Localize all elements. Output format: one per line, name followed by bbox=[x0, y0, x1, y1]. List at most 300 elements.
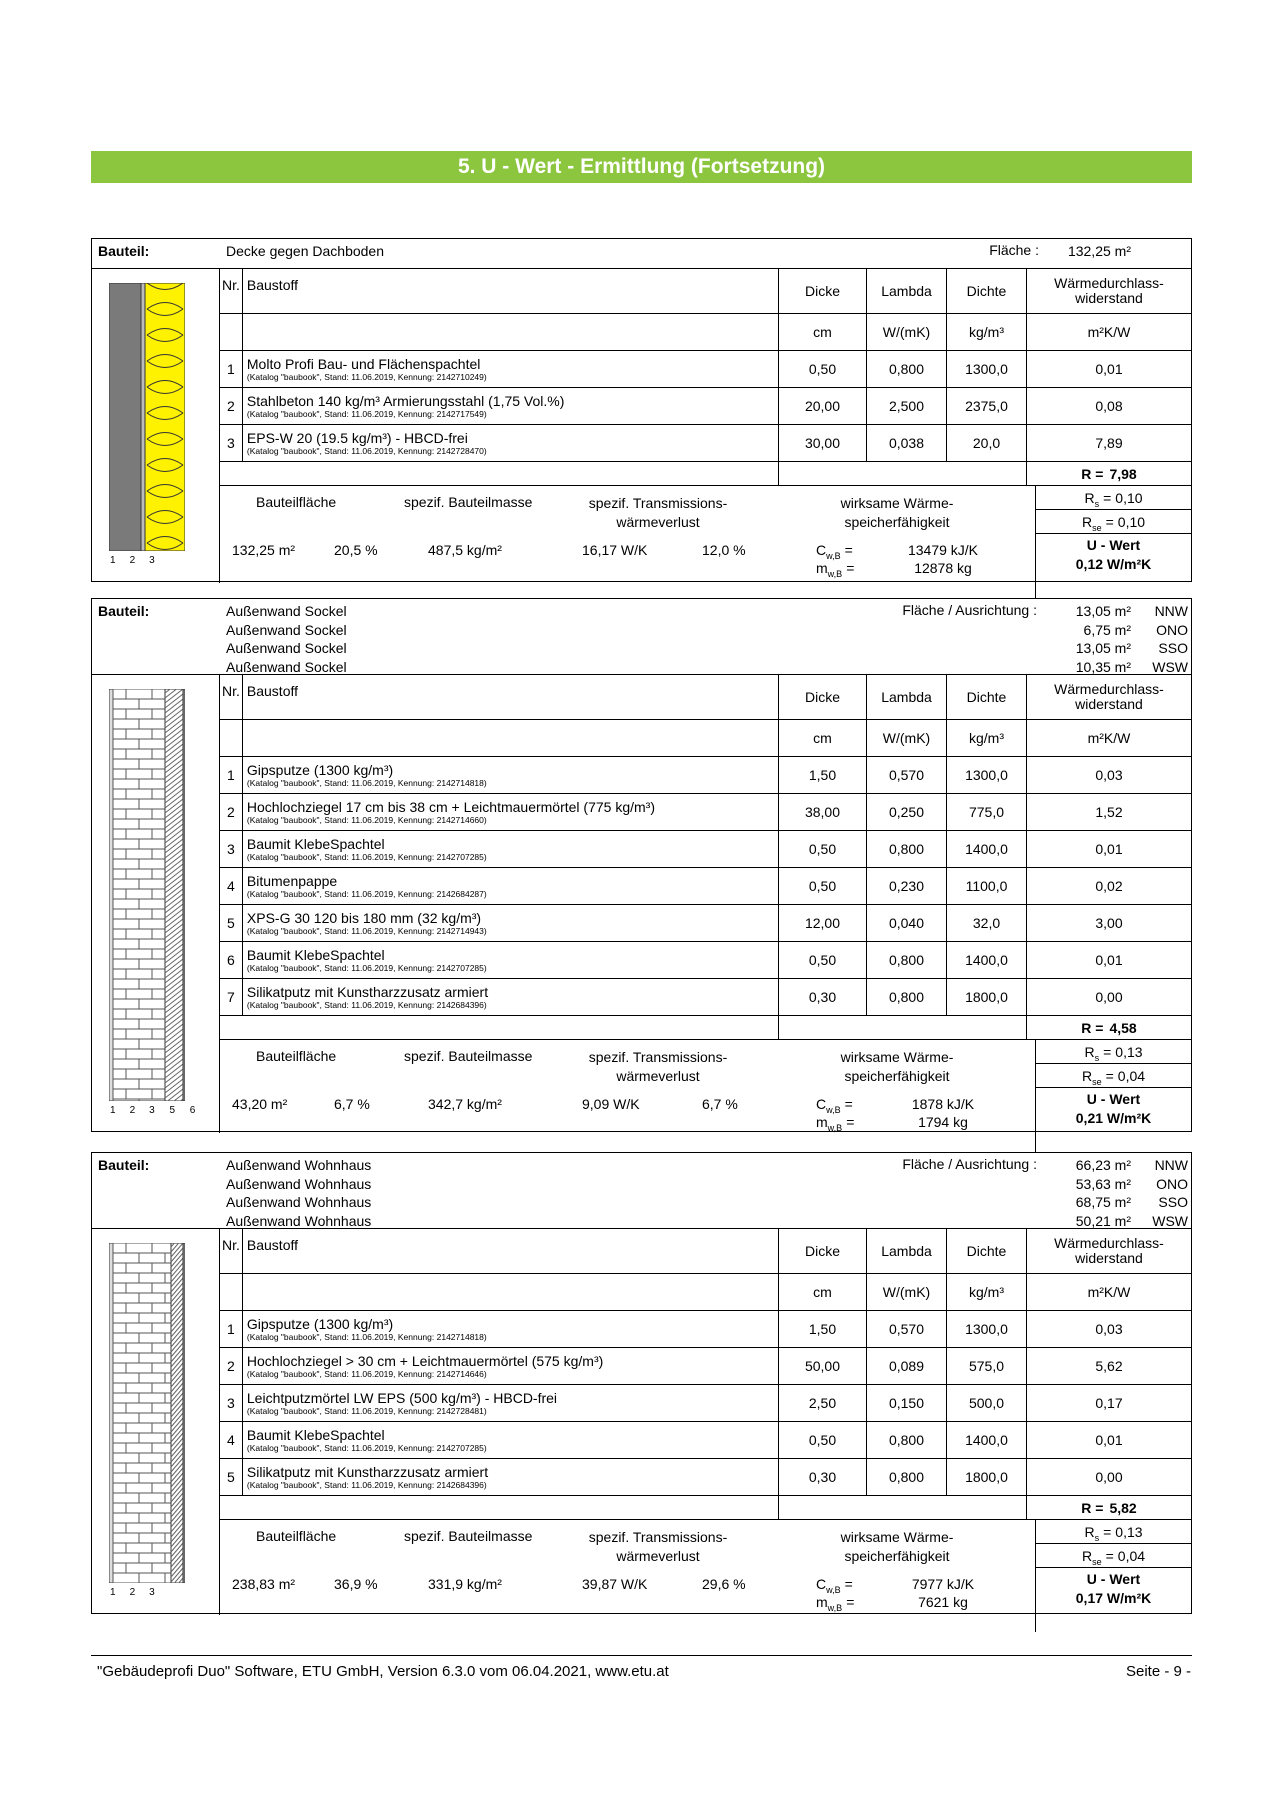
header-wdw: Wärmedurchlass- widerstand bbox=[1027, 675, 1192, 720]
header-dichte: Dichte bbox=[947, 269, 1027, 314]
layer-lambda: 0,800 bbox=[867, 942, 947, 979]
layer-nr: 5 bbox=[220, 905, 242, 942]
wall-drawing-column bbox=[92, 1229, 220, 1615]
rs-letter: R bbox=[1084, 1524, 1095, 1540]
cw-eq: = bbox=[844, 1096, 853, 1112]
area-values bbox=[1076, 1156, 1131, 1230]
r-total bbox=[1027, 462, 1192, 486]
layer-lambda: 0,040 bbox=[867, 905, 947, 942]
material-catalog: (Katalog "baubook", Stand: 11.06.2019, Kennung: 2142714818) bbox=[246, 1332, 487, 1342]
layer-thickness: 1,50 bbox=[779, 757, 867, 794]
unit-density: kg/m³ bbox=[947, 720, 1027, 757]
layer-resistance: 0,00 bbox=[1027, 979, 1192, 1016]
material-catalog: (Katalog "baubook", Stand: 11.06.2019, Kennung: 2142684396) bbox=[246, 1000, 487, 1010]
rs-eq: = bbox=[1103, 490, 1112, 506]
r-total-label: R = bbox=[1081, 465, 1104, 482]
component-block bbox=[91, 598, 1192, 1132]
u-value: 0,12 W/m²K bbox=[1075, 556, 1152, 572]
material-catalog: (Katalog "baubook", Stand: 11.06.2019, Kennung: 2142714818) bbox=[246, 778, 487, 788]
r-total-empty bbox=[779, 1016, 1027, 1040]
layer-resistance: 0,17 bbox=[1027, 1385, 1192, 1422]
material-catalog: (Katalog "baubook", Stand: 11.06.2019, Kennung: 2142710249) bbox=[246, 372, 487, 382]
layer-nr: 1 bbox=[220, 351, 242, 388]
table-header-row bbox=[220, 675, 1191, 720]
header-lambda: Lambda bbox=[867, 1229, 947, 1274]
header-baustoff: Baustoff bbox=[242, 269, 778, 314]
layer-thickness: 0,50 bbox=[779, 942, 867, 979]
trans-value: 16,17 W/K bbox=[582, 542, 648, 558]
mw-eq: = bbox=[846, 1114, 855, 1130]
r-total-value: 5,82 bbox=[1109, 1499, 1137, 1516]
layer-density: 20,0 bbox=[947, 425, 1027, 462]
component-block bbox=[91, 238, 1192, 582]
layer-resistance: 0,01 bbox=[1027, 1422, 1192, 1459]
layer-density: 775,0 bbox=[947, 794, 1027, 831]
cw-label bbox=[816, 1096, 853, 1115]
rse-eq: = bbox=[1105, 1068, 1114, 1084]
layer-thickness: 20,00 bbox=[779, 388, 867, 425]
layer-thickness: 0,50 bbox=[779, 1422, 867, 1459]
cw-value: 13479 kJ/K bbox=[907, 542, 979, 558]
layer-table bbox=[220, 1229, 1191, 1520]
layer-material bbox=[242, 351, 778, 388]
rs-eq: = bbox=[1103, 1524, 1112, 1540]
wall-section-drawing bbox=[109, 689, 185, 1101]
trans-label: spezif. Transmissions- wärmeverlust bbox=[588, 1049, 728, 1084]
table-row bbox=[220, 1348, 1191, 1385]
mw-value: 7621 kg bbox=[918, 1594, 968, 1610]
r-total bbox=[1027, 1496, 1192, 1520]
header-wdw: Wärmedurchlass- widerstand bbox=[1027, 269, 1192, 314]
wall-drawing bbox=[109, 1243, 185, 1588]
unit-resistance: m²K/W bbox=[1027, 1274, 1192, 1311]
layer-lambda: 0,800 bbox=[867, 979, 947, 1016]
layer-nr: 5 bbox=[220, 1459, 242, 1496]
layer-number: 1 bbox=[110, 1105, 116, 1116]
table-row bbox=[220, 942, 1191, 979]
material-name: EPS-W 20 (19.5 kg/m³) - HBCD-frei bbox=[246, 430, 468, 446]
cw-sub: w,B bbox=[826, 1104, 841, 1115]
u-value-box bbox=[1036, 1088, 1191, 1128]
layer-nr: 4 bbox=[220, 868, 242, 905]
material-name: XPS-G 30 120 bis 180 mm (32 kg/m³) bbox=[246, 910, 482, 926]
table-row bbox=[220, 979, 1191, 1016]
layer-thickness: 0,50 bbox=[779, 831, 867, 868]
unit-density: kg/m³ bbox=[947, 314, 1027, 351]
cw-sub: w,B bbox=[826, 1584, 841, 1595]
layer-nr: 3 bbox=[220, 1385, 242, 1422]
area-value: 6,75 m² bbox=[1083, 621, 1131, 638]
header-dichte: Dichte bbox=[947, 1229, 1027, 1274]
area-values bbox=[1068, 242, 1131, 261]
layer-nr: 3 bbox=[220, 831, 242, 868]
orientation-value: NNW bbox=[1154, 603, 1188, 619]
summary-section bbox=[220, 1040, 1191, 1152]
table-row bbox=[220, 905, 1191, 942]
material-name: Stahlbeton 140 kg/m³ Armierungsstahl (1,75 Vol.%) bbox=[246, 393, 565, 409]
layer-resistance: 0,03 bbox=[1027, 757, 1192, 794]
layer-number: 3 5 6 bbox=[149, 1105, 196, 1116]
unit-resistance: m²K/W bbox=[1027, 314, 1192, 351]
layer-resistance: 0,01 bbox=[1027, 831, 1192, 868]
header-wdw: Wärmedurchlass- widerstand bbox=[1027, 1229, 1192, 1274]
area-percent: 6,7 % bbox=[334, 1096, 370, 1112]
rse-value: 0,04 bbox=[1117, 1068, 1146, 1084]
r-total-value: 7,98 bbox=[1109, 465, 1137, 482]
header-dichte: Dichte bbox=[947, 675, 1027, 720]
masse-value: 331,9 kg/m² bbox=[428, 1576, 502, 1592]
layer-thickness: 0,50 bbox=[779, 351, 867, 388]
area-label: Fläche : bbox=[989, 242, 1039, 258]
cw-value: 7977 kJ/K bbox=[911, 1576, 975, 1592]
speicher-label: wirksame Wärme- speicherfähigkeit bbox=[840, 1529, 954, 1564]
material-catalog: (Katalog "baubook", Stand: 11.06.2019, Kennung: 2142714943) bbox=[246, 926, 487, 936]
material-name: Molto Profi Bau- und Flächenspachtel bbox=[246, 356, 481, 372]
trans-label: spezif. Transmissions- wärmeverlust bbox=[588, 1529, 728, 1564]
component-name: Decke gegen Dachboden bbox=[226, 243, 385, 259]
layer-lambda: 0,570 bbox=[867, 757, 947, 794]
layer-resistance: 0,03 bbox=[1027, 1311, 1192, 1348]
unit-lambda: W/(mK) bbox=[867, 1274, 947, 1311]
masse-label: spezif. Bauteilmasse bbox=[404, 494, 533, 510]
bauteilflaeche-value: 132,25 m² bbox=[232, 542, 296, 558]
footer-page-number: Seite - 9 - bbox=[1125, 1663, 1191, 1680]
rse-eq: = bbox=[1105, 1548, 1114, 1564]
u-value-label: U - Wert bbox=[1086, 1091, 1141, 1107]
material-catalog: (Katalog "baubook", Stand: 11.06.2019, Kennung: 2142728481) bbox=[246, 1406, 487, 1416]
layer-material bbox=[242, 1422, 778, 1459]
rs-value: 0,10 bbox=[1115, 490, 1143, 506]
layer-nr: 3 bbox=[220, 425, 242, 462]
r-total-empty bbox=[220, 1016, 779, 1040]
u-value-box bbox=[1036, 534, 1191, 574]
layer-resistance: 1,52 bbox=[1027, 794, 1192, 831]
r-total-row bbox=[220, 462, 1191, 486]
component-name: Außenwand Wohnhaus bbox=[226, 1194, 372, 1210]
area-value: 66,23 m² bbox=[1075, 1157, 1131, 1173]
rse-row bbox=[1036, 1544, 1191, 1568]
layer-resistance: 0,00 bbox=[1027, 1459, 1192, 1496]
layer-material bbox=[242, 1311, 778, 1348]
material-name: Leichtputzmörtel LW EPS (500 kg/m³) - HBCD-frei bbox=[246, 1390, 558, 1406]
layer-material bbox=[242, 831, 778, 868]
material-catalog: (Katalog "baubook", Stand: 11.06.2019, Kennung: 2142714660) bbox=[246, 815, 487, 825]
area-percent: 36,9 % bbox=[334, 1576, 378, 1592]
component-name: Außenwand Wohnhaus bbox=[226, 1157, 372, 1173]
orientation-values bbox=[1152, 1156, 1188, 1230]
masse-value: 342,7 kg/m² bbox=[428, 1096, 502, 1112]
u-value-label: U - Wert bbox=[1086, 537, 1141, 553]
r-total-row bbox=[220, 1496, 1191, 1520]
component-name: Außenwand Sockel bbox=[226, 621, 347, 638]
resistance-summary bbox=[1035, 1040, 1191, 1152]
resistance-summary bbox=[1035, 1520, 1191, 1632]
rse-letter: R bbox=[1081, 1548, 1093, 1564]
r-total-label: R = bbox=[1081, 1019, 1104, 1036]
cw-label bbox=[816, 542, 853, 561]
area-percent: 20,5 % bbox=[334, 542, 378, 558]
r-total-empty bbox=[779, 462, 1027, 486]
header-nr: Nr. bbox=[220, 1229, 242, 1274]
layer-number: 1 bbox=[110, 555, 116, 566]
mw-label bbox=[816, 560, 854, 579]
units-empty bbox=[242, 314, 778, 351]
header-dicke: Dicke bbox=[779, 269, 867, 314]
table-row bbox=[220, 425, 1191, 462]
rse-sub: se bbox=[1092, 1556, 1102, 1567]
material-catalog: (Katalog "baubook", Stand: 11.06.2019, Kennung: 2142684396) bbox=[246, 1480, 487, 1490]
orientation-value: WSW bbox=[1152, 658, 1188, 675]
layer-thickness: 50,00 bbox=[779, 1348, 867, 1385]
unit-cm: cm bbox=[779, 720, 867, 757]
layer-number: 1 bbox=[110, 1587, 116, 1598]
layer-lambda: 0,230 bbox=[867, 868, 947, 905]
layer-number: 2 bbox=[129, 555, 136, 566]
layer-density: 1100,0 bbox=[947, 868, 1027, 905]
material-name: Hochlochziegel 17 cm bis 38 cm + Leichtmauermörtel (775 kg/m³) bbox=[246, 799, 656, 815]
units-empty bbox=[220, 1274, 242, 1311]
rse-letter: R bbox=[1081, 514, 1093, 530]
layer-thickness: 12,00 bbox=[779, 905, 867, 942]
trans-value: 39,87 W/K bbox=[582, 1576, 648, 1592]
bauteilflaeche-value: 238,83 m² bbox=[232, 1576, 296, 1592]
component-name: Außenwand Sockel bbox=[226, 658, 347, 675]
orientation-values bbox=[1152, 602, 1188, 676]
rs-sub: s bbox=[1094, 1532, 1100, 1543]
layer-density: 1400,0 bbox=[947, 831, 1027, 868]
footer-software: "Gebäudeprofi Duo" Software, ETU GmbH, Version 6.3.0 vom 06.04.2021, www.etu.at bbox=[97, 1663, 669, 1680]
table-row bbox=[220, 1459, 1191, 1496]
layer-table-area bbox=[220, 269, 1191, 598]
layer-resistance: 3,00 bbox=[1027, 905, 1192, 942]
header-lambda: Lambda bbox=[867, 675, 947, 720]
unit-resistance: m²K/W bbox=[1027, 720, 1192, 757]
table-row bbox=[220, 1311, 1191, 1348]
area-value: 68,75 m² bbox=[1075, 1194, 1131, 1210]
layer-thickness: 2,50 bbox=[779, 1385, 867, 1422]
layer-thickness: 0,50 bbox=[779, 868, 867, 905]
layer-lambda: 0,800 bbox=[867, 1459, 947, 1496]
mw-letter: m bbox=[816, 560, 828, 576]
mw-eq: = bbox=[846, 560, 855, 576]
rs-row bbox=[1036, 486, 1191, 510]
material-name: Gipsputze (1300 kg/m³) bbox=[246, 762, 394, 778]
area-value: 13,05 m² bbox=[1075, 603, 1131, 619]
material-name: Baumit KlebeSpachtel bbox=[246, 1427, 385, 1443]
table-row bbox=[220, 1385, 1191, 1422]
unit-lambda: W/(mK) bbox=[867, 720, 947, 757]
material-catalog: (Katalog "baubook", Stand: 11.06.2019, Kennung: 2142728470) bbox=[246, 446, 487, 456]
layer-density: 1400,0 bbox=[947, 1422, 1027, 1459]
table-header-row bbox=[220, 1229, 1191, 1274]
layer-resistance: 0,08 bbox=[1027, 388, 1192, 425]
mw-label bbox=[816, 1594, 854, 1613]
orientation-value: SSO bbox=[1158, 1194, 1188, 1210]
trans-label: spezif. Transmissions- wärmeverlust bbox=[588, 495, 728, 530]
layer-number: 2 bbox=[129, 1105, 136, 1116]
layer-lambda: 0,800 bbox=[867, 1422, 947, 1459]
component-name: Außenwand Sockel bbox=[226, 603, 347, 619]
mw-letter: m bbox=[816, 1594, 828, 1610]
header-lambda: Lambda bbox=[867, 269, 947, 314]
layer-density: 1300,0 bbox=[947, 757, 1027, 794]
layer-density: 1800,0 bbox=[947, 1459, 1027, 1496]
component-block bbox=[91, 1152, 1192, 1614]
material-name: Silikatputz mit Kunstharzzusatz armiert bbox=[246, 984, 489, 1000]
material-catalog: (Katalog "baubook", Stand: 11.06.2019, Kennung: 2142707285) bbox=[246, 852, 487, 862]
u-value: 0,21 W/m²K bbox=[1075, 1110, 1152, 1126]
rs-row bbox=[1036, 1520, 1191, 1544]
bauteilflaeche-label: Bauteilfläche bbox=[256, 1528, 337, 1544]
layer-lambda: 0,150 bbox=[867, 1385, 947, 1422]
area-label: Fläche / Ausrichtung : bbox=[902, 602, 1037, 618]
layer-lambda: 0,800 bbox=[867, 831, 947, 868]
r-total bbox=[1027, 1016, 1192, 1040]
component-names bbox=[226, 1156, 371, 1230]
header-nr: Nr. bbox=[220, 675, 242, 720]
table-row bbox=[220, 351, 1191, 388]
rse-sub: se bbox=[1092, 1076, 1102, 1087]
bauteil-label: Bauteil: bbox=[98, 603, 150, 619]
rs-value: 0,13 bbox=[1115, 1044, 1143, 1060]
rse-value: 0,04 bbox=[1117, 1548, 1146, 1564]
units-empty bbox=[220, 720, 242, 757]
material-name: Gipsputze (1300 kg/m³) bbox=[246, 1316, 394, 1332]
layer-table-body bbox=[220, 269, 1191, 486]
area-value: 132,25 m² bbox=[1067, 243, 1131, 259]
speicher-label: wirksame Wärme- speicherfähigkeit bbox=[840, 495, 954, 530]
layer-resistance: 0,02 bbox=[1027, 868, 1192, 905]
summary-section bbox=[220, 1520, 1191, 1632]
layer-number: 2 bbox=[129, 1587, 136, 1598]
layer-resistance: 7,89 bbox=[1027, 425, 1192, 462]
wall-drawing-column bbox=[92, 269, 220, 583]
rs-value: 0,13 bbox=[1115, 1524, 1143, 1540]
layer-thickness: 0,30 bbox=[779, 979, 867, 1016]
layer-nr: 6 bbox=[220, 942, 242, 979]
table-row bbox=[220, 1422, 1191, 1459]
layer-nr: 1 bbox=[220, 757, 242, 794]
unit-cm: cm bbox=[779, 314, 867, 351]
layer-table-area bbox=[220, 675, 1191, 1152]
component-name: Außenwand Sockel bbox=[226, 640, 347, 656]
table-row bbox=[220, 831, 1191, 868]
orientation-value: ONO bbox=[1156, 621, 1188, 638]
material-name: Silikatputz mit Kunstharzzusatz armiert bbox=[246, 1464, 489, 1480]
layer-numbers-under-drawing bbox=[110, 1105, 209, 1116]
material-name: Baumit KlebeSpachtel bbox=[246, 836, 385, 852]
layer-density: 1300,0 bbox=[947, 1311, 1027, 1348]
component-header bbox=[92, 1153, 1191, 1229]
unit-lambda: W/(mK) bbox=[867, 314, 947, 351]
bauteil-label: Bauteil: bbox=[98, 243, 150, 259]
material-name: Bitumenpappe bbox=[246, 873, 338, 889]
table-row bbox=[220, 794, 1191, 831]
layer-number: 3 bbox=[149, 1587, 155, 1598]
material-catalog: (Katalog "baubook", Stand: 11.06.2019, Kennung: 2142717549) bbox=[246, 409, 487, 419]
u-value: 0,17 W/m²K bbox=[1075, 1590, 1152, 1606]
layer-lambda: 0,250 bbox=[867, 794, 947, 831]
material-catalog: (Katalog "baubook", Stand: 11.06.2019, Kennung: 2142707285) bbox=[246, 1443, 487, 1453]
rs-sub: s bbox=[1094, 1052, 1100, 1063]
table-row bbox=[220, 388, 1191, 425]
component-header bbox=[92, 239, 1191, 269]
rs-row bbox=[1036, 1040, 1191, 1064]
layer-lambda: 0,570 bbox=[867, 1311, 947, 1348]
wall-drawing bbox=[109, 689, 185, 1106]
rse-row bbox=[1036, 510, 1191, 534]
rse-row bbox=[1036, 1064, 1191, 1088]
units-row bbox=[220, 720, 1191, 757]
cw-eq: = bbox=[844, 542, 853, 558]
rse-eq: = bbox=[1105, 514, 1114, 530]
wall-section-drawing bbox=[109, 1243, 185, 1583]
speicher-label: wirksame Wärme- speicherfähigkeit bbox=[840, 1049, 954, 1084]
unit-cm: cm bbox=[779, 1274, 867, 1311]
mw-label bbox=[816, 1114, 854, 1133]
layer-lambda: 0,800 bbox=[867, 351, 947, 388]
material-catalog: (Katalog "baubook", Stand: 11.06.2019, Kennung: 2142714646) bbox=[246, 1369, 487, 1379]
layer-lambda: 2,500 bbox=[867, 388, 947, 425]
header-baustoff: Baustoff bbox=[242, 1229, 778, 1274]
r-total-empty bbox=[779, 1496, 1027, 1520]
table-row bbox=[220, 757, 1191, 794]
material-catalog: (Katalog "baubook", Stand: 11.06.2019, Kennung: 2142684287) bbox=[246, 889, 487, 899]
layer-numbers-under-drawing bbox=[110, 1587, 169, 1598]
layer-material bbox=[242, 388, 778, 425]
bauteil-label: Bauteil: bbox=[98, 1157, 150, 1173]
area-value: 53,63 m² bbox=[1075, 1175, 1131, 1192]
mw-sub: w,B bbox=[827, 568, 843, 579]
layer-material bbox=[242, 868, 778, 905]
trans-percent: 29,6 % bbox=[702, 1576, 746, 1592]
layer-table-body bbox=[220, 1229, 1191, 1520]
layer-resistance: 5,62 bbox=[1027, 1348, 1192, 1385]
layer-lambda: 0,089 bbox=[867, 1348, 947, 1385]
mw-sub: w,B bbox=[827, 1122, 843, 1133]
unit-density: kg/m³ bbox=[947, 1274, 1027, 1311]
trans-percent: 12,0 % bbox=[702, 542, 746, 558]
layer-lambda: 0,038 bbox=[867, 425, 947, 462]
layer-nr: 2 bbox=[220, 388, 242, 425]
header-nr: Nr. bbox=[220, 269, 242, 314]
rse-value: 0,10 bbox=[1117, 514, 1146, 530]
units-row bbox=[220, 314, 1191, 351]
rs-sub: s bbox=[1094, 498, 1100, 509]
mw-letter: m bbox=[816, 1114, 828, 1130]
component-header bbox=[92, 599, 1191, 675]
layer-table bbox=[220, 675, 1191, 1040]
r-total-label: R = bbox=[1081, 1499, 1104, 1516]
wall-section-drawing bbox=[109, 283, 185, 551]
layer-nr: 1 bbox=[220, 1311, 242, 1348]
layer-thickness: 0,30 bbox=[779, 1459, 867, 1496]
cw-letter: C bbox=[816, 1576, 827, 1592]
r-total-empty bbox=[220, 1496, 779, 1520]
layer-nr: 2 bbox=[220, 1348, 242, 1385]
header-baustoff: Baustoff bbox=[242, 675, 778, 720]
masse-label: spezif. Bauteilmasse bbox=[404, 1048, 533, 1064]
layer-thickness: 38,00 bbox=[779, 794, 867, 831]
table-header-row bbox=[220, 269, 1191, 314]
layer-table-area bbox=[220, 1229, 1191, 1632]
cw-letter: C bbox=[816, 542, 827, 558]
mw-value: 1794 kg bbox=[918, 1114, 968, 1130]
layer-number: 3 bbox=[149, 555, 155, 566]
layer-thickness: 1,50 bbox=[779, 1311, 867, 1348]
footer-divider bbox=[91, 1655, 1192, 1656]
layer-material bbox=[242, 942, 778, 979]
